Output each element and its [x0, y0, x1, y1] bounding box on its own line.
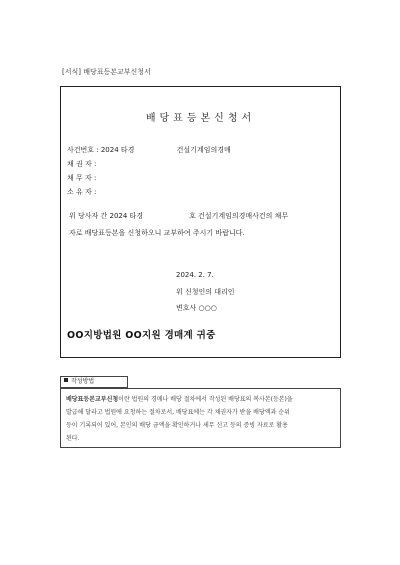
creditor-field	[67, 159, 96, 169]
guide-line-3: 등이 기록되어 있어, 본인의 배당 금액을 확인하거나 세무 신고 등의 증빙 자료로 활용	[66, 422, 288, 429]
request-body-line-1b: 호 건설기계임의경매사건의 채무	[189, 212, 289, 220]
request-body-line-1	[69, 208, 337, 225]
case-name: 건설기계임의경매	[176, 146, 231, 154]
application-form-box	[60, 86, 341, 358]
signature-role: 위 신청인의 대리인	[176, 288, 235, 296]
owner-field	[67, 187, 96, 197]
guide-line-4: 된다.	[66, 435, 80, 442]
debtor-field	[67, 173, 96, 183]
guide-line-1	[66, 393, 335, 406]
owner-label: 소 유 자 :	[67, 188, 97, 196]
guide-tag	[60, 376, 128, 388]
request-body-line-2: 자로 배당표등본을 신청하오니 교부하여 주시기 바랍니다.	[69, 229, 245, 237]
guide-line-2: 발급해 달라고 법원에 요청하는 절차로서, 배당표에는 각 채권자가 받을 배당액과 순위	[66, 409, 290, 416]
guide-box	[60, 388, 341, 448]
square-bullet-icon	[64, 378, 68, 382]
guide-text-1: 이란 법원의 경매나 배당 절차에서 작성된 배당표의 복사본(등본)을	[118, 396, 293, 403]
signature-date: 2024. 2. 7.	[176, 271, 214, 279]
form-label: [서식] 배당표등본교부신청서	[62, 68, 151, 76]
guide-bold-lead: 배당표등본교부신청	[66, 396, 119, 403]
form-title: 배당표등본신청서	[145, 113, 256, 124]
signature-lawyer: 변호사 ○○○	[176, 304, 217, 312]
addressee: OO지방법원 OO지원 경매계 귀중	[67, 330, 216, 341]
case-number-label: 사건번호 : 2024 타경	[67, 146, 135, 154]
creditor-label: 채 권 자 :	[67, 160, 97, 168]
debtor-label: 채 무 자 :	[67, 174, 97, 182]
guide-tag-label: 작성방법	[71, 378, 95, 385]
case-number-field	[67, 145, 231, 155]
request-body	[69, 208, 337, 242]
request-body-line-1a: 위 당사자 간 2024 타경	[69, 212, 144, 220]
